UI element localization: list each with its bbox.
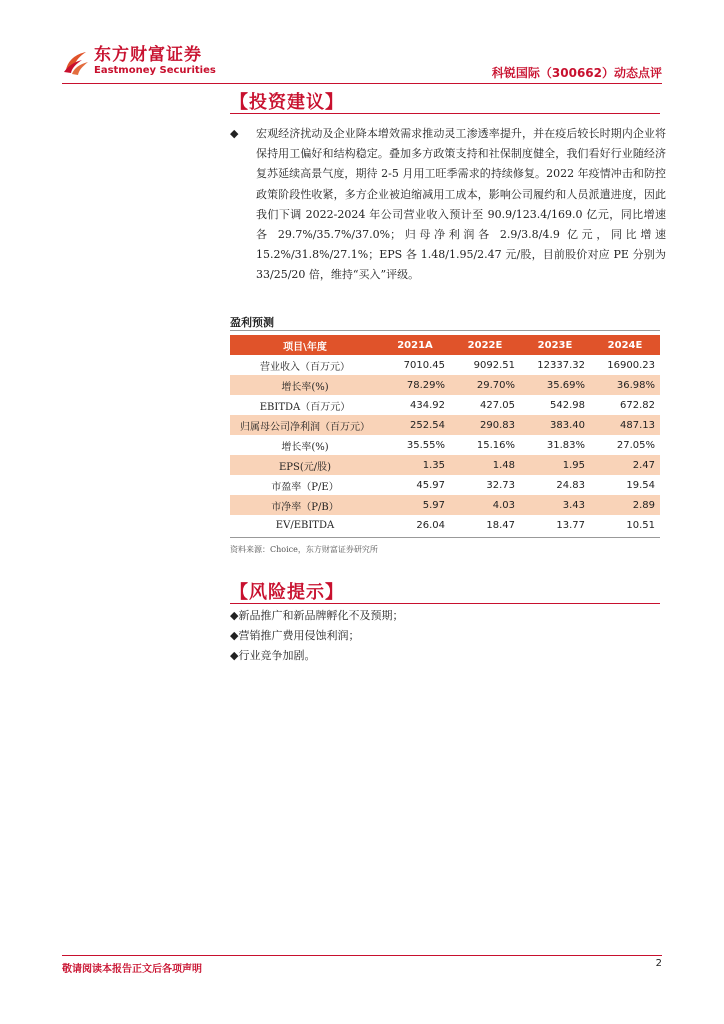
- table-cell: 27.05%: [616, 439, 655, 451]
- table-row: [230, 515, 660, 535]
- logo-chinese-name: 东方财富证券: [94, 45, 202, 65]
- table-cell: 13.77: [556, 519, 585, 531]
- row-label: 归属母公司净利润（百万元）: [230, 415, 380, 435]
- header-divider: [62, 83, 662, 84]
- footer-disclaimer: 敬请阅读本报告正文后各项声明: [62, 964, 202, 975]
- logo-english-name: Eastmoney Securities: [94, 65, 216, 76]
- table-cell: 252.54: [380, 415, 450, 435]
- table-row: [230, 475, 660, 495]
- table-cell: 672.82: [620, 399, 655, 411]
- report-title: 科锐国际（300662）动态点评: [491, 66, 662, 80]
- header-cell: 2022E: [450, 335, 520, 355]
- row-label: EBITDA（百万元）: [259, 401, 351, 413]
- risk-item: ◆营销推广费用侵蚀利润；: [230, 629, 360, 642]
- table-row: [230, 435, 660, 455]
- forecast-table: [230, 335, 660, 535]
- table-cell: 35.69%: [520, 375, 590, 395]
- footer-divider: [62, 955, 662, 956]
- table-cell: 427.05: [480, 399, 515, 411]
- table-cell: 2.47: [590, 455, 660, 475]
- risk-heading-underline: [230, 603, 660, 604]
- table-cell: 5.97: [380, 495, 450, 515]
- table-cell: 29.70%: [450, 375, 520, 395]
- table-header-row: [230, 335, 660, 355]
- table-cell: 16900.23: [607, 359, 655, 371]
- table-cell: 31.83%: [546, 439, 585, 451]
- risk-heading: 【风险提示】: [230, 582, 344, 603]
- header-cell: 2023E: [520, 335, 590, 355]
- table-row: [230, 395, 660, 415]
- row-label: EV/EBITDA: [275, 519, 335, 531]
- table-cell: 15.16%: [476, 439, 515, 451]
- table-cell: 19.54: [626, 479, 655, 491]
- table-cell: 3.43: [520, 495, 590, 515]
- table-cell: 26.04: [416, 519, 445, 531]
- table-cell: 487.13: [590, 415, 660, 435]
- eastmoney-logo-icon: [62, 48, 90, 76]
- table-cell: 434.92: [410, 399, 445, 411]
- table-cell: 1.35: [380, 455, 450, 475]
- table-cell: 12337.32: [537, 359, 585, 371]
- table-cell: 35.55%: [406, 439, 445, 451]
- table-cell: 9092.51: [473, 359, 515, 371]
- table-cell: 1.48: [450, 455, 520, 475]
- table-cell: 7010.45: [403, 359, 445, 371]
- forecast-caption: 盈利预测: [230, 316, 274, 329]
- investment-heading: 【投资建议】: [230, 92, 344, 113]
- header-cell: 2021A: [380, 335, 450, 355]
- row-label: 市盈率（P/E）: [271, 481, 339, 493]
- table-cell: 45.97: [416, 479, 445, 491]
- table-cell: 4.03: [450, 495, 520, 515]
- row-label: 增长率(%): [281, 441, 329, 453]
- table-bottom-divider: [230, 537, 660, 538]
- table-cell: 24.83: [556, 479, 585, 491]
- table-row: [230, 355, 660, 375]
- table-row: [230, 495, 660, 515]
- table-cell: 32.73: [486, 479, 515, 491]
- table-cell: 1.95: [520, 455, 590, 475]
- table-cell: 290.83: [450, 415, 520, 435]
- table-row: [230, 415, 660, 435]
- caption-divider: [230, 330, 660, 331]
- header-cell: 项目\年度: [230, 335, 380, 355]
- table-cell: 18.47: [486, 519, 515, 531]
- table-cell: 10.51: [626, 519, 655, 531]
- row-label: EPS(元/股): [230, 455, 380, 475]
- investment-paragraph: 宏观经济扰动及企业降本增效需求推动灵工渗透率提升，并在疫后较长时期内企业将保持用工偏好和结构稳定。叠加多方政策支持和社保制度健全，我们看好行业随经济复苏延续高景气度，期待 2-5 月用工旺季需求的持续修复。2022 年疫情冲击和防控政策阶段性收紧，多方企业被迫缩减用工成本，影响公司履约和人员派遣进度，因此我们下调 2022-2024 年公司营业收入预计至 90.9/123.4/169.0 亿元，同比增速各 29.7%/35.7%/37.0%；归母净利润各 2.9/3.8/4.9 亿元，同比增速 15.2%/31.8%/27.1%；EPS 各 1.48/1.95/2.47 元/股，目前股价对应 PE 分别为 33/25/20 倍，维持“买入”评级。: [256, 127, 666, 282]
- row-label: 增长率(%): [230, 375, 380, 395]
- table-row: [230, 375, 660, 395]
- company-logo: [62, 46, 216, 77]
- table-cell: 542.98: [550, 399, 585, 411]
- source-note: 资料来源：Choice，东方财富证券研究所: [230, 545, 378, 554]
- table-cell: 2.89: [590, 495, 660, 515]
- row-label: 市净率（P/B）: [230, 495, 380, 515]
- table-cell: 36.98%: [590, 375, 660, 395]
- table-cell: 383.40: [520, 415, 590, 435]
- diamond-bullet-icon: ◆: [230, 127, 239, 140]
- page-number: 2: [655, 958, 662, 969]
- table-cell: 78.29%: [380, 375, 450, 395]
- risk-item: ◆行业竞争加剧。: [230, 649, 316, 662]
- header-cell: 2024E: [590, 335, 660, 355]
- investment-heading-underline: [230, 113, 660, 114]
- risk-item: ◆新品推广和新品牌孵化不及预期；: [230, 609, 404, 622]
- row-label: 营业收入（百万元）: [260, 361, 350, 373]
- table-row: [230, 455, 660, 475]
